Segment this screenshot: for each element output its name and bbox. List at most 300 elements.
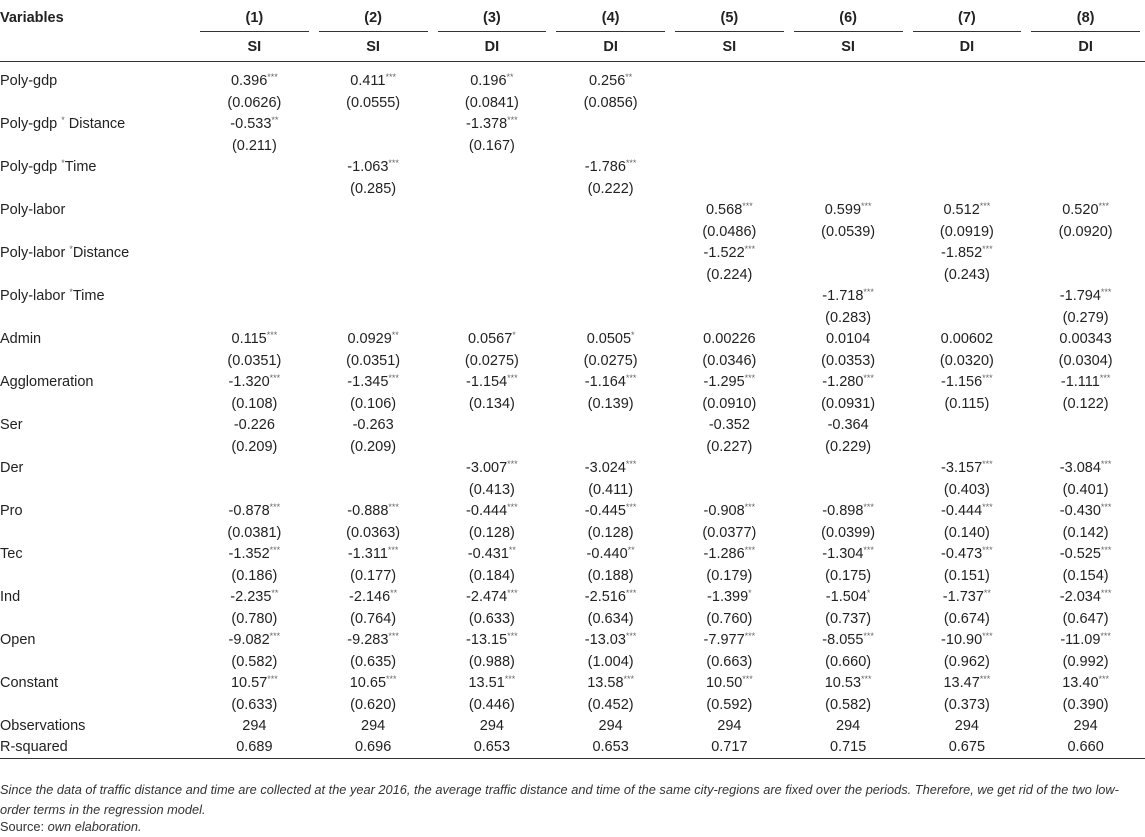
coefficient-cell — [433, 457, 552, 479]
coefficient-value: -1.786 — [584, 159, 626, 175]
coefficient-cell — [670, 672, 789, 694]
coefficient-cell — [1026, 285, 1145, 307]
standard-error-cell — [908, 92, 1027, 113]
standard-error-cell: (0.0539) — [821, 223, 876, 240]
significance-stars: *** — [863, 502, 874, 512]
standard-error-cell: (0.0555) — [346, 94, 401, 111]
standard-error-cell: (0.0910) — [702, 395, 757, 412]
coefficient-value: -2.516 — [584, 589, 626, 605]
significance-stars: ** — [506, 72, 514, 82]
table-row-coefficient — [0, 62, 1145, 93]
table-row-standard-error — [0, 522, 1145, 543]
statistic-value: 0.689 — [195, 737, 314, 759]
standard-error-cell: (0.0363) — [346, 524, 401, 541]
standard-error-cell: (0.592) — [706, 696, 753, 713]
coefficient-value: -0.430 — [1059, 503, 1101, 519]
standard-error-cell: (0.283) — [825, 309, 872, 326]
standard-error-cell: (0.403) — [943, 481, 990, 498]
coefficient-cell — [1026, 457, 1145, 479]
statistic-value: 294 — [361, 717, 386, 734]
coefficient-value: -0.878 — [228, 503, 270, 519]
coefficient-value: -10.90 — [941, 632, 983, 648]
column-number-header: (8) — [1026, 4, 1145, 32]
standard-error-cell: (0.142) — [1062, 524, 1109, 541]
dependent-variable-header: SI — [670, 32, 789, 62]
coefficient-cell — [789, 156, 908, 178]
coefficient-value: -1.352 — [228, 546, 270, 562]
significance-stars: *** — [269, 631, 281, 641]
coefficient-cell — [908, 586, 1027, 608]
column-number-header: (7) — [908, 4, 1027, 32]
standard-error-cell: (0.179) — [706, 567, 753, 584]
significance-stars: *** — [744, 502, 756, 512]
coefficient-value: -1.718 — [822, 288, 864, 304]
coefficient-cell — [551, 328, 670, 350]
coefficient-cell — [551, 285, 670, 307]
dependent-variable-header: DI — [908, 32, 1027, 62]
coefficient-cell — [670, 543, 789, 565]
column-number-header: (4) — [551, 4, 670, 32]
coefficient-value: -0.444 — [941, 503, 983, 519]
variable-name — [0, 586, 195, 608]
significance-stars: *** — [861, 674, 872, 684]
coefficient-cell — [195, 242, 314, 264]
significance-stars: *** — [269, 373, 281, 383]
table-row-coefficient — [0, 414, 1145, 436]
standard-error-cell: (0.634) — [587, 610, 634, 627]
variable-name-text: Poly-gdp — [0, 116, 62, 132]
coefficient-value: -13.03 — [584, 632, 626, 648]
significance-stars: *** — [386, 674, 397, 684]
row-label-spacer — [0, 479, 195, 500]
table-row-statistic — [0, 737, 1145, 759]
standard-error-cell: (0.211) — [231, 137, 277, 154]
coefficient-cell — [789, 199, 908, 221]
standard-error-cell: (0.0275) — [464, 352, 519, 369]
standard-error-cell — [789, 479, 908, 500]
standard-error-cell — [789, 135, 908, 156]
standard-error-cell: (0.0399) — [821, 524, 876, 541]
coefficient-value: -1.794 — [1059, 288, 1101, 304]
standard-error-cell: (0.674) — [943, 610, 990, 627]
variable-name-text: Poly-gdp — [0, 159, 62, 175]
significance-stars: *** — [507, 588, 518, 598]
table-source — [0, 817, 142, 837]
standard-error-cell: (0.285) — [350, 180, 397, 197]
standard-error-cell — [670, 479, 789, 500]
standard-error-cell — [908, 178, 1027, 199]
significance-stars: ** — [271, 115, 279, 125]
coefficient-cell — [433, 285, 552, 307]
significance-stars: *** — [863, 373, 874, 383]
significance-stars: ** — [508, 545, 516, 555]
variable-name — [0, 199, 195, 221]
coefficient-value: 10.57 — [230, 675, 268, 691]
standard-error-cell: (0.0841) — [464, 94, 519, 111]
coefficient-cell — [908, 629, 1027, 651]
significance-stars: ** — [271, 588, 279, 598]
standard-error-cell: (0.167) — [468, 137, 515, 154]
variable-name — [0, 242, 195, 264]
coefficient-value: -1.345 — [347, 374, 389, 390]
coefficient-cell — [670, 328, 789, 350]
significance-stars: *** — [982, 373, 993, 383]
variable-name-text: Admin — [0, 331, 42, 347]
coefficient-cell — [670, 113, 789, 135]
coefficient-cell — [551, 500, 670, 522]
coefficient-cell — [670, 62, 789, 93]
significance-stars: *** — [269, 502, 281, 512]
variable-name — [0, 672, 195, 694]
significance-stars: *** — [982, 459, 993, 469]
coefficient-cell — [195, 672, 314, 694]
significance-stars: *** — [504, 674, 516, 684]
variable-name-suffix: Time — [64, 159, 97, 175]
coefficient-cell — [195, 414, 314, 436]
coefficient-cell — [908, 672, 1027, 694]
variable-name — [0, 113, 195, 135]
standard-error-cell: (0.140) — [943, 524, 990, 541]
significance-stars: *** — [388, 502, 399, 512]
coefficient-value: 0.0505 — [586, 331, 632, 347]
coefficient-cell — [551, 672, 670, 694]
standard-error-cell: (0.582) — [825, 696, 872, 713]
variable-name-text: Poly-gdp — [0, 73, 58, 89]
coefficient-cell — [314, 586, 433, 608]
table-row-coefficient — [0, 457, 1145, 479]
coefficient-cell — [908, 199, 1027, 221]
significance-stars: *** — [267, 72, 278, 82]
variable-name — [0, 328, 195, 350]
significance-stars: * — [866, 588, 871, 598]
coefficient-cell — [195, 62, 314, 93]
coefficient-value: -1.378 — [466, 116, 508, 132]
coefficient-cell — [314, 199, 433, 221]
source-label: Source: — [0, 819, 48, 834]
coefficient-cell — [1026, 500, 1145, 522]
header-row-dependent-variables — [0, 32, 1145, 62]
significance-stars: *** — [861, 201, 872, 211]
standard-error-cell: (0.390) — [1062, 696, 1109, 713]
row-label-spacer — [0, 350, 195, 371]
coefficient-cell — [551, 457, 670, 479]
row-label-spacer — [0, 651, 195, 672]
coefficient-cell — [551, 629, 670, 651]
coefficient-value: -1.063 — [347, 159, 389, 175]
coefficient-cell — [670, 156, 789, 178]
significance-stars: *** — [863, 545, 874, 555]
variable-name-text: Poly-labor — [0, 288, 70, 304]
standard-error-cell — [1026, 178, 1145, 199]
coefficient-cell — [1026, 156, 1145, 178]
significance-stars: *** — [625, 631, 637, 641]
coefficient-cell — [195, 285, 314, 307]
coefficient-cell — [433, 242, 552, 264]
significance-stars: ** — [625, 72, 633, 82]
significance-stars: *** — [979, 674, 991, 684]
coefficient-cell — [551, 242, 670, 264]
dependent-variable-header: DI — [1026, 32, 1145, 62]
standard-error-cell: (0.151) — [943, 567, 990, 584]
coefficient-cell — [195, 371, 314, 393]
row-label-spacer — [0, 565, 195, 586]
coefficient-value: -1.399 — [707, 589, 749, 605]
significance-stars: *** — [388, 631, 399, 641]
significance-stars: *** — [625, 459, 637, 469]
coefficient-value: 10.65 — [349, 675, 387, 691]
statistic-value: 294 — [479, 717, 504, 734]
standard-error-cell: (0.0931) — [821, 395, 876, 412]
standard-error-cell — [1026, 264, 1145, 285]
significance-stars: * — [512, 330, 516, 340]
coefficient-value: -1.111 — [1060, 374, 1100, 390]
standard-error-cell: (0.446) — [468, 696, 515, 713]
interaction-star: * — [69, 287, 73, 297]
coefficient-value: -11.09 — [1060, 632, 1101, 648]
standard-error-cell: (0.209) — [350, 438, 397, 455]
table-row-standard-error — [0, 608, 1145, 629]
coefficient-cell — [195, 457, 314, 479]
table-row-coefficient — [0, 285, 1145, 307]
coefficient-value: 0.0929 — [347, 331, 392, 347]
coefficient-value: -2.034 — [1059, 589, 1101, 605]
coefficient-cell — [314, 500, 433, 522]
table-row-standard-error — [0, 135, 1145, 156]
statistic-value: 0.696 — [314, 737, 433, 759]
coefficient-value: -0.226 — [233, 417, 275, 433]
coefficient-value: -9.283 — [347, 632, 389, 648]
variable-name-text: Poly-labor — [0, 245, 70, 261]
coefficient-cell — [314, 371, 433, 393]
coefficient-value: -0.473 — [941, 546, 983, 562]
coefficient-cell — [1026, 672, 1145, 694]
variable-name-suffix: Time — [72, 288, 105, 304]
statistic-value: 0.653 — [433, 737, 552, 759]
standard-error-cell: (0.737) — [825, 610, 872, 627]
significance-stars: *** — [744, 545, 756, 555]
regression-table — [0, 4, 1145, 759]
standard-error-cell — [314, 221, 433, 242]
coefficient-cell — [789, 414, 908, 436]
significance-stars: ** — [391, 330, 399, 340]
standard-error-cell: (0.224) — [706, 266, 753, 283]
coefficient-cell — [195, 328, 314, 350]
interaction-star: * — [69, 244, 73, 254]
standard-error-cell: (0.115) — [944, 395, 990, 412]
coefficient-cell — [789, 629, 908, 651]
table-row-standard-error — [0, 307, 1145, 328]
statistic-value: 294 — [1073, 717, 1098, 734]
coefficient-cell — [908, 543, 1027, 565]
variable-name-text: Pro — [0, 503, 23, 519]
significance-stars: *** — [269, 545, 281, 555]
coefficient-cell — [551, 371, 670, 393]
standard-error-cell: (0.988) — [468, 653, 515, 670]
standard-error-cell: (0.373) — [943, 696, 990, 713]
coefficient-cell — [908, 113, 1027, 135]
row-label-spacer — [0, 264, 195, 285]
standard-error-cell: (0.0377) — [702, 524, 757, 541]
table-row-coefficient — [0, 242, 1145, 264]
variable-name-text: Poly-labor — [0, 202, 66, 218]
coefficient-cell — [1026, 629, 1145, 651]
coefficient-cell — [314, 113, 433, 135]
table-row-standard-error — [0, 350, 1145, 371]
table-row-coefficient — [0, 629, 1145, 651]
table-note: Since the data of traffic distance and time are collected at the year 2016, the average traffic distance and time of the same city-regions are fixed over the periods. Therefore, we get rid of the two low-order terms in the regression model. — [0, 782, 1119, 817]
row-label-spacer — [0, 393, 195, 414]
significance-stars: *** — [744, 373, 756, 383]
significance-stars: *** — [1100, 545, 1112, 555]
coefficient-value: -3.084 — [1059, 460, 1101, 476]
coefficient-cell — [433, 156, 552, 178]
coefficient-cell — [314, 62, 433, 93]
significance-stars: *** — [744, 244, 756, 254]
variable-name — [0, 414, 195, 436]
coefficient-cell — [1026, 62, 1145, 93]
significance-stars: *** — [979, 201, 991, 211]
coefficient-value: -1.737 — [942, 589, 984, 605]
standard-error-cell: (0.134) — [468, 395, 515, 412]
variable-name-suffix: Distance — [64, 116, 126, 132]
coefficient-cell — [789, 543, 908, 565]
coefficient-value: 0.0567 — [467, 331, 513, 347]
coefficient-cell — [551, 156, 670, 178]
statistic-name: R-squared — [0, 737, 195, 759]
table-row-standard-error — [0, 264, 1145, 285]
coefficient-cell — [908, 242, 1027, 264]
coefficient-value: -3.024 — [584, 460, 626, 476]
standard-error-cell: (0.582) — [231, 653, 278, 670]
standard-error-cell — [789, 92, 908, 113]
significance-stars: *** — [507, 459, 518, 469]
coefficient-cell — [908, 457, 1027, 479]
significance-stars: *** — [1100, 502, 1112, 512]
column-number-header: (5) — [670, 4, 789, 32]
coefficient-cell — [670, 629, 789, 651]
coefficient-value: -0.908 — [703, 503, 745, 519]
table-row-coefficient — [0, 156, 1145, 178]
coefficient-cell — [908, 62, 1027, 93]
table-row-coefficient — [0, 328, 1145, 350]
standard-error-cell — [433, 264, 552, 285]
coefficient-cell — [551, 414, 670, 436]
variable-name-text: Ser — [0, 417, 23, 433]
coefficient-cell — [789, 242, 908, 264]
variable-name-text: Ind — [0, 589, 21, 605]
significance-stars: *** — [744, 631, 756, 641]
dependent-variable-header: SI — [789, 32, 908, 62]
row-label-spacer — [0, 608, 195, 629]
column-number-header: (3) — [433, 4, 552, 32]
standard-error-cell — [551, 135, 670, 156]
standard-error-cell — [195, 479, 314, 500]
variable-name — [0, 543, 195, 565]
coefficient-value: -1.304 — [822, 546, 864, 562]
standard-error-cell: (0.0275) — [583, 352, 638, 369]
standard-error-cell: (0.452) — [587, 696, 634, 713]
interaction-star: * — [61, 115, 65, 125]
variable-name — [0, 500, 195, 522]
variable-name-text: Tec — [0, 546, 23, 562]
source-value: own elaboration. — [47, 819, 142, 834]
coefficient-cell — [670, 457, 789, 479]
coefficient-cell — [789, 328, 908, 350]
significance-stars: *** — [1100, 631, 1111, 641]
standard-error-cell: (0.0351) — [346, 352, 401, 369]
standard-error-cell: (0.188) — [587, 567, 634, 584]
table-row-coefficient — [0, 500, 1145, 522]
standard-error-cell: (0.764) — [350, 610, 397, 627]
standard-error-cell: (0.209) — [231, 438, 278, 455]
variable-name-text: Constant — [0, 675, 59, 691]
significance-stars: *** — [1100, 287, 1112, 297]
coefficient-value: 0.520 — [1062, 202, 1099, 218]
interaction-star: * — [61, 158, 65, 168]
coefficient-value: -1.164 — [584, 374, 626, 390]
coefficient-value: 0.00602 — [940, 331, 994, 347]
variable-name-text: Der — [0, 460, 24, 476]
coefficient-cell — [433, 371, 552, 393]
statistic-value: 0.660 — [1026, 737, 1145, 759]
standard-error-cell: (1.004) — [587, 653, 634, 670]
coefficient-cell — [314, 285, 433, 307]
coefficient-value: -1.852 — [941, 245, 983, 261]
statistic-value: 0.717 — [670, 737, 789, 759]
coefficient-cell — [195, 543, 314, 565]
coefficient-cell — [433, 672, 552, 694]
coefficient-value: 13.51 — [468, 675, 505, 691]
coefficient-value: 0.196 — [470, 73, 507, 89]
coefficient-cell — [670, 586, 789, 608]
standard-error-cell — [789, 178, 908, 199]
coefficient-cell — [789, 113, 908, 135]
table-row-coefficient — [0, 371, 1145, 393]
variable-name — [0, 629, 195, 651]
standard-error-cell — [314, 479, 433, 500]
coefficient-value: -0.364 — [827, 417, 869, 433]
coefficient-cell — [314, 328, 433, 350]
coefficient-value: -0.898 — [822, 503, 864, 519]
header-row-column-numbers — [0, 4, 1145, 32]
standard-error-cell: (0.0381) — [227, 524, 282, 541]
coefficient-cell — [670, 199, 789, 221]
coefficient-value: -9.082 — [228, 632, 270, 648]
significance-stars: *** — [982, 545, 993, 555]
table-row-coefficient — [0, 543, 1145, 565]
significance-stars: *** — [625, 502, 637, 512]
coefficient-cell — [670, 500, 789, 522]
coefficient-value: 0.512 — [943, 202, 980, 218]
significance-stars: *** — [982, 244, 993, 254]
standard-error-cell — [670, 92, 789, 113]
significance-stars: ** — [627, 545, 635, 555]
standard-error-cell: (0.186) — [231, 567, 278, 584]
standard-error-cell — [551, 436, 670, 457]
coefficient-cell — [551, 543, 670, 565]
dependent-variable-header: DI — [551, 32, 670, 62]
coefficient-value: -3.157 — [941, 460, 983, 476]
coefficient-cell — [195, 629, 314, 651]
standard-error-cell: (0.227) — [706, 438, 753, 455]
coefficient-cell — [314, 242, 433, 264]
significance-stars: *** — [1100, 588, 1112, 598]
standard-error-cell — [1026, 92, 1145, 113]
coefficient-cell — [314, 457, 433, 479]
coefficient-value: 0.396 — [230, 73, 268, 89]
coefficient-cell — [908, 500, 1027, 522]
significance-stars: *** — [388, 158, 399, 168]
